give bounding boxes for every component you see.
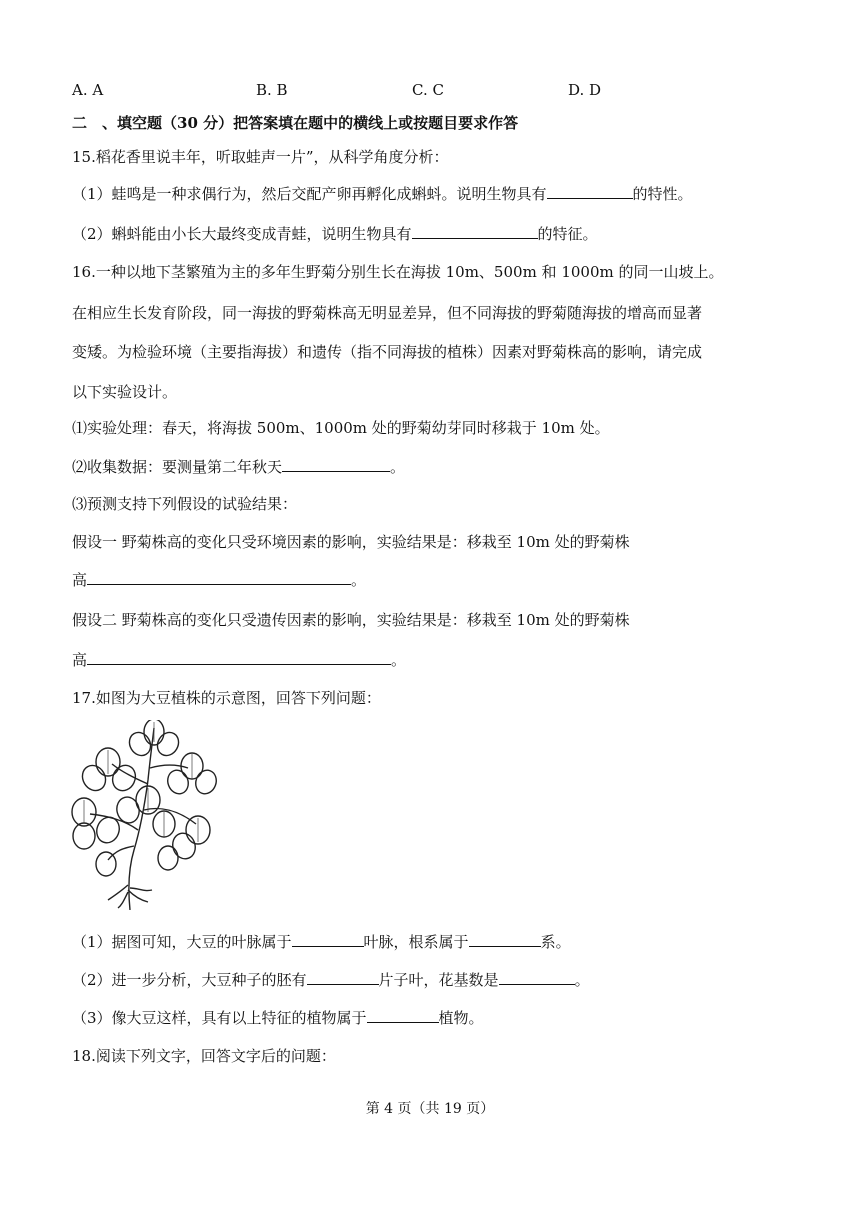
q15-part1-end: 的特性。	[632, 185, 693, 203]
q16-line4: 以下实验设计。	[72, 383, 178, 401]
q17-part3	[72, 1006, 484, 1028]
option-d: D. D	[568, 81, 602, 99]
q16-hyp1-end: 。	[351, 571, 367, 589]
q15-part2-text: （2）蝌蚪能由小长大最终变成青蛙，说明生物具有	[72, 225, 412, 243]
answer-blank[interactable]	[307, 968, 379, 985]
q15-part1-text: （1）蛙鸣是一种求偶行为，然后交配产卵再孵化成蝌蚪。说明生物具有	[72, 185, 547, 203]
q16-line2: 在相应生长发育阶段，同一海拔的野菊株高无明显差异，但不同海拔的野菊随海拔的增高而显著	[72, 304, 703, 322]
q17-stem: 17.如图为大豆植株的示意图，回答下列问题：	[72, 689, 381, 707]
q16-step1: ⑴实验处理：春天，将海拔 500m、1000m 处的野菊幼芽同时移栽于 10m 处。	[72, 419, 610, 437]
answer-blank[interactable]	[367, 1006, 439, 1023]
page-footer: 第 4 页（共 19 页）	[365, 1101, 495, 1117]
answer-blank[interactable]	[292, 930, 364, 947]
answer-blank[interactable]	[547, 182, 633, 199]
q17-part1-text-c: 系。	[540, 933, 571, 951]
q17-part3-text-a: （3）像大豆这样，具有以上特征的植物属于	[72, 1009, 367, 1027]
q16-hyp2-cont	[72, 648, 406, 670]
q16-hyp1: 假设一 野菊株高的变化只受环境因素的影响，实验结果是：移栽至 10m 处的野菊株	[72, 533, 630, 551]
q16-hyp2-end: 。	[391, 651, 407, 669]
q16-hyp1-cont	[72, 568, 366, 590]
q16-hyp1-cont-text: 高	[72, 571, 88, 589]
q16-line3: 变矮。为检验环境（主要指海拔）和遗传（指不同海拔的植株）因素对野菊株高的影响，请完成	[72, 343, 703, 361]
q17-part1-text-a: （1）据图可知，大豆的叶脉属于	[72, 933, 292, 951]
q15-part2-end: 的特征。	[537, 225, 598, 243]
option-c: C. C	[412, 81, 444, 99]
q16-step3: ⑶预测支持下列假设的试验结果：	[72, 495, 298, 513]
q17-part2-text-b: 片子叶，花基数是	[378, 971, 499, 989]
q16-step2-text: ⑵收集数据：要测量第二年秋天	[72, 458, 283, 476]
q18-stem: 18.阅读下列文字，回答文字后的问题：	[72, 1047, 336, 1065]
answer-blank[interactable]	[87, 648, 391, 665]
q16-step2-end: 。	[390, 458, 406, 476]
q16-hyp2: 假设二 野菊株高的变化只受遗传因素的影响，实验结果是：移栽至 10m 处的野菊株	[72, 611, 630, 629]
q15-stem: 15.稻花香里说丰年，听取蛙声一片”，从科学角度分析：	[72, 148, 449, 166]
q17-part1-text-b: 叶脉，根系属于	[363, 933, 469, 951]
soybean-plant-image	[68, 720, 218, 910]
q15-part2	[72, 222, 598, 244]
q17-part1	[72, 930, 571, 952]
section-heading: 二 、填空题（30 分）把答案填在题中的横线上或按题目要求作答	[72, 114, 519, 132]
q17-part2	[72, 968, 590, 990]
q16-line1: 16.一种以地下茎繁殖为主的多年生野菊分别生长在海拔 10m、500m 和 1000m 的同一山坡上。	[72, 263, 724, 281]
q17-part2-text-a: （2）进一步分析，大豆种子的胚有	[72, 971, 307, 989]
answer-blank[interactable]	[87, 568, 351, 585]
answer-blank[interactable]	[412, 222, 538, 239]
option-a: A. A	[72, 81, 104, 99]
q17-part2-text-c: 。	[574, 971, 590, 989]
answer-blank[interactable]	[499, 968, 575, 985]
answer-blank[interactable]	[282, 455, 390, 472]
q16-step2	[72, 455, 405, 477]
q16-hyp2-cont-text: 高	[72, 651, 88, 669]
q15-part1	[72, 182, 693, 204]
q17-part3-text-b: 植物。	[438, 1009, 484, 1027]
answer-blank[interactable]	[469, 930, 541, 947]
option-b: B. B	[256, 81, 288, 99]
